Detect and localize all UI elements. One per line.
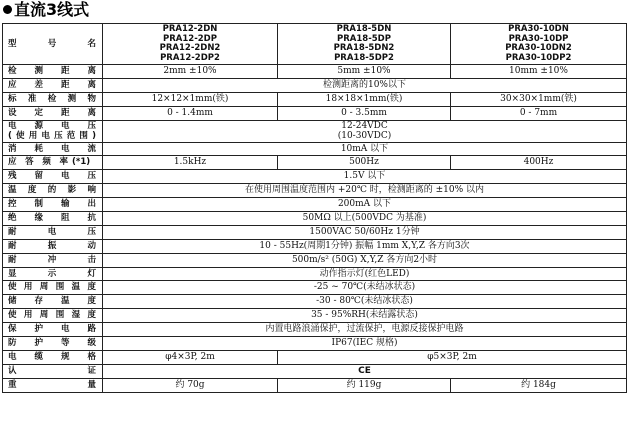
row-label: 使用周围湿度 bbox=[3, 309, 103, 323]
model-cell-pra30: PRA30-10DN PRA30-10DP PRA30-10DN2 PRA30-10DP2 bbox=[451, 24, 627, 65]
table-row bbox=[3, 120, 627, 142]
table-row bbox=[3, 65, 627, 79]
table-cell: 2mm ±10% bbox=[103, 65, 278, 79]
row-label: 标准检测物 bbox=[3, 92, 103, 106]
table-row bbox=[3, 364, 627, 378]
row-label: 控制输出 bbox=[3, 198, 103, 212]
row-label: 使用周围温度 bbox=[3, 281, 103, 295]
row-label: 设定距离 bbox=[3, 106, 103, 120]
row-label: 应差距离 bbox=[3, 78, 103, 92]
table-row bbox=[3, 337, 627, 351]
table-cell: 内置电路浪涌保护，过流保护，电源反接保护电路 bbox=[103, 323, 627, 337]
table-cell: 35 - 95%RH(未结露状态) bbox=[103, 309, 627, 323]
table-cell: 1.5V 以下 bbox=[103, 170, 627, 184]
table-row bbox=[3, 225, 627, 239]
row-label: 耐冲击 bbox=[3, 253, 103, 267]
table-cell: -30 - 80℃(未结冰状态) bbox=[103, 295, 627, 309]
table-row bbox=[3, 267, 627, 281]
table-cell: 18×18×1mm(铁) bbox=[278, 92, 451, 106]
table-cell: 200mA 以下 bbox=[103, 198, 627, 212]
row-label: 电缆规格 bbox=[3, 350, 103, 364]
table-cell: 10mA 以下 bbox=[103, 142, 627, 156]
table-cell: 30×30×1mm(铁) bbox=[451, 92, 627, 106]
row-label: 耐振动 bbox=[3, 239, 103, 253]
table-cell: -25 ~ 70℃(未结冰状态) bbox=[103, 281, 627, 295]
row-label: 保护电路 bbox=[3, 323, 103, 337]
table-row bbox=[3, 78, 627, 92]
bullet-icon bbox=[3, 5, 12, 14]
table-row bbox=[3, 212, 627, 226]
table-cell: 5mm ±10% bbox=[278, 65, 451, 79]
table-cell: 10mm ±10% bbox=[451, 65, 627, 79]
table-row bbox=[3, 239, 627, 253]
row-label: 耐电压 bbox=[3, 225, 103, 239]
table-cell: 约 184g bbox=[451, 378, 627, 392]
table-row bbox=[3, 295, 627, 309]
table-cell: 12×12×1mm(铁) bbox=[103, 92, 278, 106]
table-cell: 约 70g bbox=[103, 378, 278, 392]
table-row bbox=[3, 106, 627, 120]
table-row bbox=[3, 378, 627, 392]
table-cell: 10 - 55Hz(周期1分钟) 振幅 1mm X,Y,Z 各方向3次 bbox=[103, 239, 627, 253]
row-label: 绝缘阻抗 bbox=[3, 212, 103, 226]
table-cell: 1.5kHz bbox=[103, 156, 278, 170]
row-label-response-freq: 应答频率 (*1) bbox=[3, 156, 103, 170]
row-label: 温度的影响 bbox=[3, 184, 103, 198]
table-cell: IP67(IEC 规格) bbox=[103, 337, 627, 351]
row-label: 检测距离 bbox=[3, 65, 103, 79]
table-cell: 0 - 3.5mm bbox=[278, 106, 451, 120]
table-row bbox=[3, 170, 627, 184]
table-row bbox=[3, 350, 627, 364]
table-row bbox=[3, 281, 627, 295]
table-row bbox=[3, 253, 627, 267]
table-cell: 动作指示灯(红色LED) bbox=[103, 267, 627, 281]
table-cell: φ5×3P, 2m bbox=[278, 350, 627, 364]
table-cell: 1500VAC 50/60Hz 1分钟 bbox=[103, 225, 627, 239]
table-cell: 检测距离的10%以下 bbox=[103, 78, 627, 92]
model-cell-pra18: PRA18-5DN PRA18-5DP PRA18-5DN2 PRA18-5DP2 bbox=[278, 24, 451, 65]
table-cell: 约 119g bbox=[278, 378, 451, 392]
row-label: 防护等级 bbox=[3, 337, 103, 351]
table-cell: 12-24VDC (10-30VDC) bbox=[103, 120, 627, 142]
table-row bbox=[3, 309, 627, 323]
table-cell: 50MΩ 以上(500VDC 为基准) bbox=[103, 212, 627, 226]
table-row bbox=[3, 184, 627, 198]
table-cell: 在使用周围温度范围内 +20℃ 时，检测距离的 ±10% 以内 bbox=[103, 184, 627, 198]
table-cell: 500m/s² (50G) X,Y,Z 各方向2小时 bbox=[103, 253, 627, 267]
row-label: 显示灯 bbox=[3, 267, 103, 281]
row-label: 重量 bbox=[3, 378, 103, 392]
table-row bbox=[3, 323, 627, 337]
table-cell: 0 - 7mm bbox=[451, 106, 627, 120]
row-label: 残留电压 bbox=[3, 170, 103, 184]
ce-mark-icon: CE bbox=[103, 364, 627, 378]
table-row bbox=[3, 92, 627, 106]
model-cell-pra12: PRA12-2DN PRA12-2DP PRA12-2DN2 PRA12-2DP2 bbox=[103, 24, 278, 65]
table-cell: 500Hz bbox=[278, 156, 451, 170]
row-label: 储存温度 bbox=[3, 295, 103, 309]
table-row bbox=[3, 142, 627, 156]
row-label: 认证 bbox=[3, 364, 103, 378]
row-label-supply-voltage: 电源电压 (使用电压范围) bbox=[3, 120, 103, 142]
table-row bbox=[3, 198, 627, 212]
row-label: 消耗电流 bbox=[3, 142, 103, 156]
table-cell: 400Hz bbox=[451, 156, 627, 170]
row-label-model: 型号名 bbox=[3, 24, 103, 65]
table-cell: 0 - 1.4mm bbox=[103, 106, 278, 120]
table-row-model bbox=[3, 24, 627, 65]
spec-table bbox=[2, 23, 627, 393]
table-row bbox=[3, 156, 627, 170]
page-title: 直流3线式 bbox=[3, 0, 89, 20]
table-cell: φ4×3P, 2m bbox=[103, 350, 278, 364]
